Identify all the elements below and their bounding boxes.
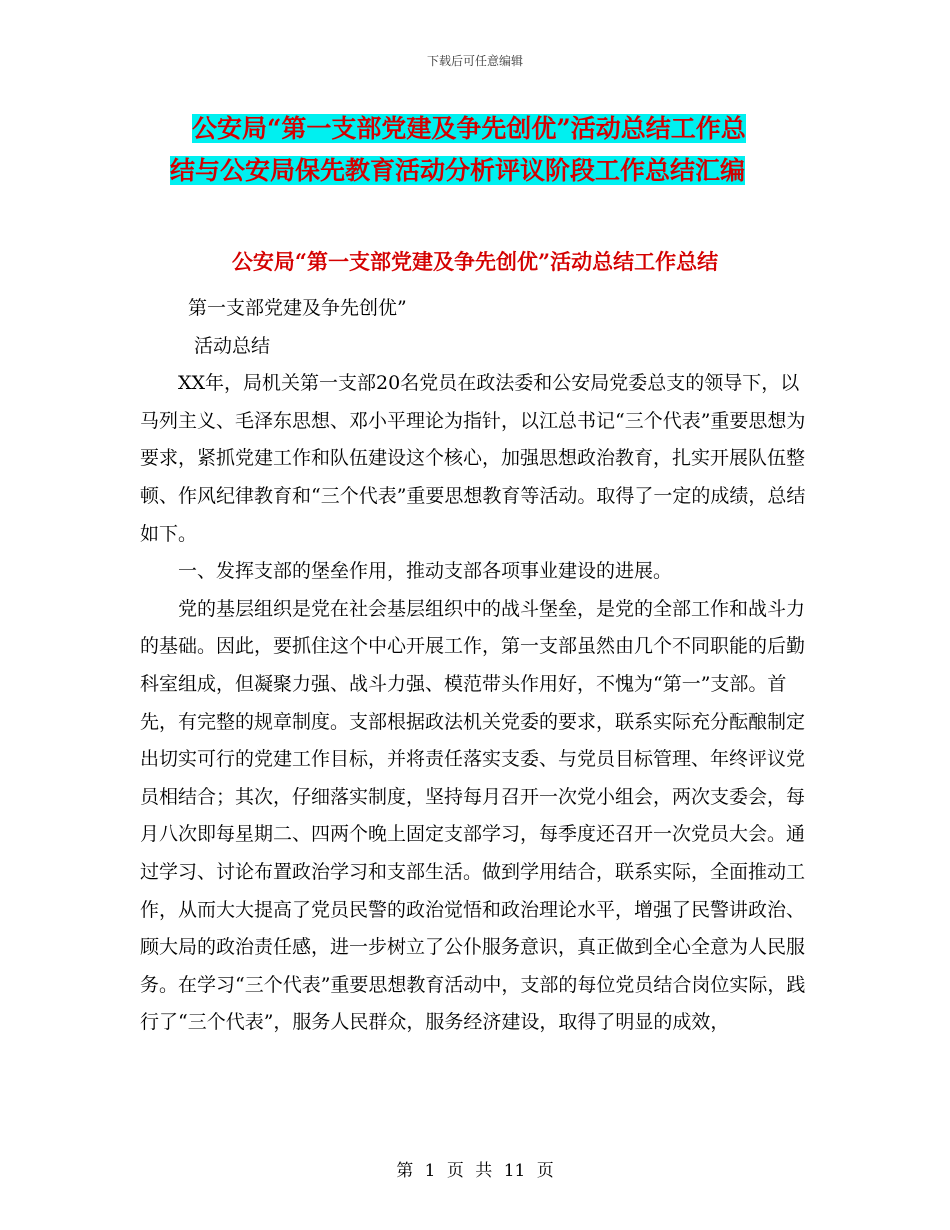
subtitle-line-1: 第一支部党建及争先创优”	[188, 297, 407, 319]
subtitle-line-2: 活动总结	[194, 334, 271, 357]
paragraph-intro: XX年，局机关第一支部20名党员在政法委和公安局党委总支的领导下，以马列主义、毛泽东思想、邓小平理论为指针，以江总书记“三个代表”重要思想为要求，紧抓党建工作和队伍建设这个核心，加强思想政治教育，扎实开展队伍整顿、作风纪律教育和“三个代表”重要思想教育等活动。取得了一定的成绩，总结如下。	[140, 372, 806, 545]
title-highlight-1: 公安局“第一支部党建及争先创优”活动总结工作总	[192, 114, 746, 143]
paragraph-section-1: 党的基层组织是党在社会基层组织中的战斗堡垒，是党的全部工作和战斗力的基础。因此，要抓住这个中心开展工作，第一支部虽然由几个不同职能的后勤科室组成，但凝聚力强、战斗力强、模范带头作用好，不愧为“第一”支部。首先，有完整的规章制度。支部根据政法机关党委的要求，联系实际充分酝酿制定出切实可行的党建工作目标，并将责任落实支委、与党员目标管理、年终评议党员相结合；其次，仔细落实制度，坚持每月召开一次党小组会，两次支委会，每月八次即每星期二、四两个晚上固定支部学习，每季度还召开一次党员大会。通过学习、讨论布置政治学习和支部生活。做到学用结合，联系实际，全面推动工作，从而大大提高了党员民警的政治觉悟和政治理论水平，增强了民警讲政治、顾大局的政治责任感，进一步树立了公仆服务意识，真正做到全心全意为人民服务。在学习“三个代表”重要思想教育活动中，支部的每位党员结合岗位实际，践行了“三个代表”，服务人民群众，服务经济建设，取得了明显的成效，	[140, 597, 806, 1034]
page-header-note: 下载后可任意编辑	[426, 54, 523, 68]
document-title-line-2	[170, 150, 830, 192]
document-title-line-1	[170, 108, 830, 150]
heading-section-1: 一、发挥支部的堡垒作用，推动支部各项事业建设的进展。	[178, 560, 673, 583]
document-body	[140, 290, 810, 1042]
section-title: 公安局“第一支部党建及争先创优”活动总结工作总结	[231, 249, 719, 274]
page-number: 第 1 页 共 11 页	[396, 1161, 554, 1181]
title-highlight-2: 结与公安局保先教育活动分析评议阶段工作总结汇编	[170, 156, 746, 185]
document-title	[170, 108, 830, 192]
